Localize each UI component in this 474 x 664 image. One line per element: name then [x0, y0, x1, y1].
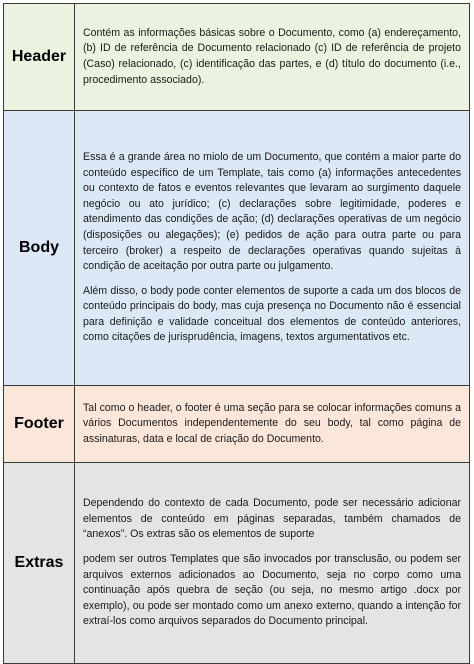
section-content-footer — [75, 386, 470, 463]
section-label-body: Body — [4, 111, 75, 386]
section-label-header: Header — [4, 4, 75, 111]
section-content-body — [75, 111, 470, 386]
table-row-extras — [4, 463, 470, 664]
body-paragraph-2: Além disso, o body pode conter elementos de suporte a cada um dos blocos de conteúdo principais do body, mas cuja presença no Documento não é essencial para definição e validade conceitual dos elementos de conteúdo anteriores, como citações de jurisprudência, imagens, textos argumentativos etc. — [83, 284, 461, 344]
footer-paragraph: Tal como o header, o footer é uma seção para se colocar informações comuns a vários Documentos independentemente do seu body, tal como página de assinaturas, data e local de criação do Documento. — [83, 401, 461, 445]
header-paragraph: Contém as informações básicas sobre o Documento, como (a) endereçamento, (b) ID de referência de Documento relacionado (c) ID de referência de projeto (Caso) relacionado, (c) identificação das partes, e (d) título do documento (i.e., procedimento associado). — [83, 26, 461, 86]
extras-paragraph-1: Dependendo do contexto de cada Documento, pode ser necessário adicionar elementos de conteúdo em páginas separadas, também chamados de “anexos”. Os extras são os elementos de suporte — [83, 497, 461, 541]
body-paragraph-1: Essa é a grande área no miolo de um Documento, que contém a maior parte do conteúdo específico de um Template, tais como (a) informações antecedentes ou contexto de fatos e eventos relevantes que levaram ao surgimento daquele negócio ou ato jurídico; (c) declarações sobre legitimidade, poderes e atendimento das condições de ação; (d) declarações operativas de um negócio (disposições ou alegações); (e) pedidos de ação para outra parte ou para terceiro (broker) a respeito de declarações operativas quando sujeitas à condição de aceitação por outra parte ou julgamento. — [83, 150, 461, 273]
document-structure-table — [3, 3, 470, 664]
table-row-footer — [4, 386, 470, 463]
table-row-body — [4, 111, 470, 386]
section-content-extras — [75, 463, 470, 664]
section-content-header — [75, 4, 470, 111]
table-row-header — [4, 4, 470, 111]
section-label-extras: Extras — [4, 463, 75, 664]
section-label-footer: Footer — [4, 386, 75, 463]
extras-paragraph-2: podem ser outros Templates que são invocados por transclusão, ou podem ser arquivos externos adicionados ao Documento, seja no corpo como uma continuação após quebra de seção (ou seja, no mesmo artigo .docx por exemplo), ou pode ser montado como um anexo externo, quando a intenção for extraí-los como arquivos separados do Documento principal. — [83, 552, 461, 628]
